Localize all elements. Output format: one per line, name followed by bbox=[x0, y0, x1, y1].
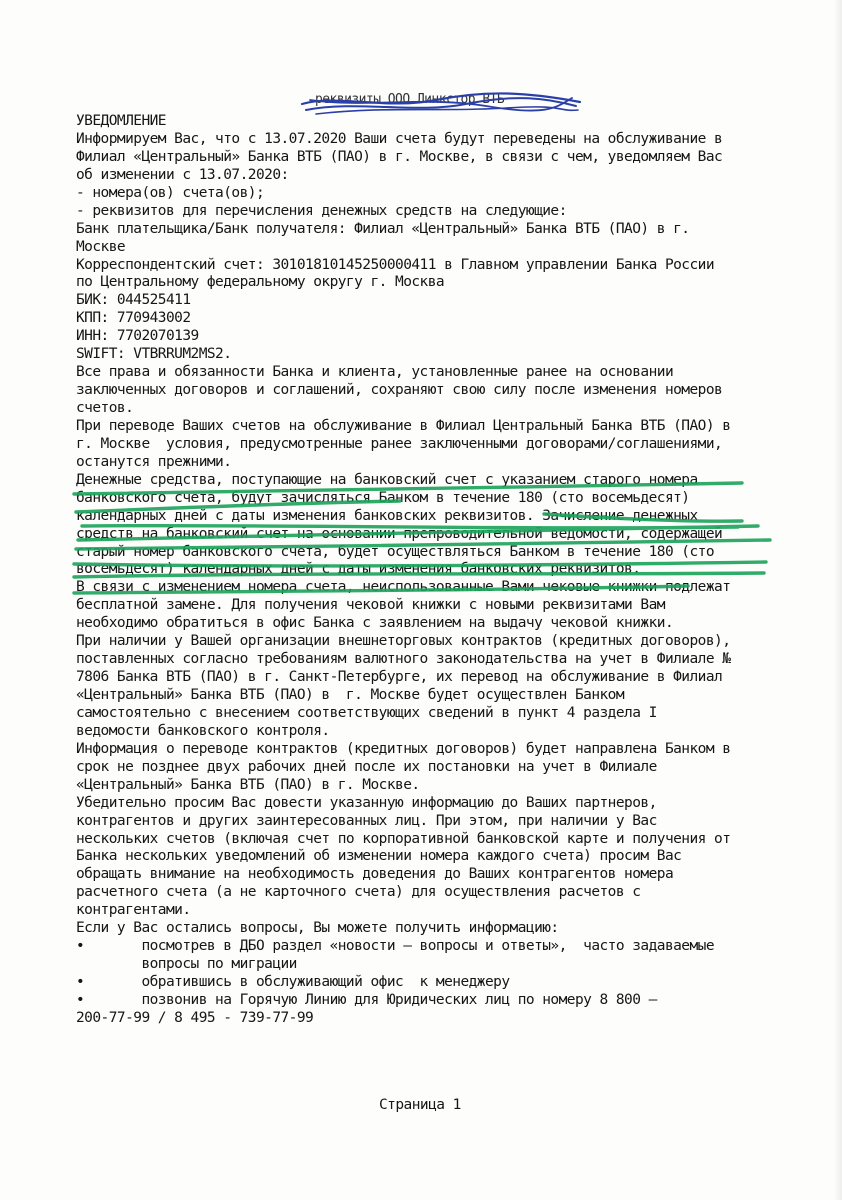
highlighted-line: календарных дней с даты изменения банковских реквизитов. Зачисление денежных bbox=[76, 507, 698, 524]
text-line: об изменении с 13.07.2020: bbox=[76, 166, 289, 183]
text-line: необходимо обратиться в офис Банка с заявлением на выдачу чековой книжки. bbox=[76, 615, 674, 632]
inn-line: ИНН: 7702070139 bbox=[76, 328, 199, 345]
bullet-item: • обратившись в обслуживающий офис к менеджеру bbox=[76, 974, 510, 990]
text-line: 7806 Банка ВТБ (ПАО) в г. Санкт-Петербурге, их перевод на обслуживание в Филиал bbox=[76, 669, 723, 686]
bullet-item: • посмотрев в ДБО раздел «новости – вопросы и ответы», часто задаваемые bbox=[76, 938, 715, 955]
text-line: г. Москве условия, предусмотренные ранее заключенными договорами/соглашениями, bbox=[76, 435, 723, 452]
text-line: срок не позднее двух рабочих дней после их постановки на учет в Филиале bbox=[76, 758, 657, 775]
text-line: поставленных согласно требованиям валютного законодательства на учет в Филиале № bbox=[76, 651, 731, 668]
notice-title: УВЕДОМЛЕНИЕ bbox=[76, 113, 166, 129]
bullet-item-continuation: вопросы по миграции bbox=[76, 956, 297, 973]
scan-edge bbox=[834, 0, 842, 1200]
text-line: - реквизитов для перечисления денежных средств на следующие: bbox=[76, 202, 567, 219]
text-line: нескольких счетов (включая счет по корпоративной банковской карте и получения от bbox=[76, 830, 731, 847]
text-line: контрагентов и других заинтересованных лиц. При этом, при наличии у Вас bbox=[76, 812, 657, 829]
text-line: по Центральному федеральному округу г. Москва bbox=[76, 274, 445, 291]
text-line: останутся прежними. bbox=[76, 453, 232, 470]
text-line: «Центральный» Банка ВТБ (ПАО) в г. Москве. bbox=[76, 776, 420, 793]
highlighted-line: банковского счета, будут зачисляться Банком в течение 180 (сто восемьдесят) bbox=[76, 489, 690, 506]
text-line: контрагентами. bbox=[76, 902, 191, 919]
text-line: Убедительно просим Вас довести указанную информацию до Ваших партнеров, bbox=[76, 794, 657, 811]
text-line: В связи с изменением номера счета, неиспользованные Вами чековые книжки подлежат bbox=[76, 579, 731, 596]
text-line: бесплатной замене. Для получения чековой книжки с новыми реквизитами Вам bbox=[76, 597, 665, 614]
text-line: Все права и обязанности Банка и клиента, установленные ранее на основании bbox=[76, 364, 674, 381]
text-line: Информация о переводе контрактов (кредитных договоров) будет направлена Банком в bbox=[76, 740, 731, 757]
text-line: расчетного счета (а не карточного счета) для осуществления расчетов с bbox=[76, 884, 641, 901]
highlighted-line: средств на банковский счет на основании препроводительной ведомости, содержащей bbox=[76, 525, 723, 542]
text-line: - номера(ов) счета(ов); bbox=[76, 184, 265, 201]
text-line: счетов. bbox=[76, 400, 134, 416]
text-line: самостоятельно с внесением соответствующих сведений в пункт 4 раздела I bbox=[76, 704, 657, 721]
text-line: При переводе Ваших счетов на обслуживание в Филиал Центральный Банка ВТБ (ПАО) в bbox=[76, 417, 731, 434]
text-line: «Центральный» Банка ВТБ (ПАО) в г. Москве будет осуществлен Банком bbox=[76, 687, 625, 703]
text-line: При наличии у Вашей организации внешнеторговых контрактов (кредитных договоров), bbox=[76, 633, 731, 650]
text-line: обращать внимание на необходимость доведения до Ваших контрагентов номера bbox=[76, 866, 674, 883]
text-line: Банка нескольких уведомлений об изменении номера каждого счета) просим Вас bbox=[76, 848, 682, 865]
highlighted-line: Денежные средства, поступающие на банковский счет с указанием старого номера bbox=[76, 471, 698, 488]
text-line: ведомости банковского контроля. bbox=[76, 722, 330, 739]
text-line: Корреспондентский счет: 30101810145250000411 в Главном управлении Банка России bbox=[76, 256, 715, 273]
bullet-item: • позвонив на Горячую Линию для Юридических лиц по номеру 8 800 – bbox=[76, 991, 657, 1008]
text-line: Если у Вас остались вопросы, Вы можете получить информацию: bbox=[76, 920, 559, 937]
swift-line: SWIFT: VTBRRUM2MS2. bbox=[76, 346, 232, 363]
notice-body bbox=[76, 113, 786, 1028]
struck-header: реквизиты ООО Линкстор ВТБ bbox=[315, 92, 505, 107]
highlighted-line: старый номер банковского счета, будет осуществляться Банком в течение 180 (сто bbox=[76, 543, 715, 560]
text-line: Банк плательщика/Банк получателя: Филиал «Центральный» Банка ВТБ (ПАО) в г. bbox=[76, 220, 690, 237]
phone-line: 200-77-99 / 8 495 - 739-77-99 bbox=[76, 1009, 314, 1026]
bik-line: БИК: 044525411 bbox=[76, 292, 191, 309]
text-line: Филиал «Центральный» Банка ВТБ (ПАО) в г. Москве, в связи с чем, уведомляем Вас bbox=[76, 148, 723, 165]
highlighted-line: восемьдесят) календарных дней с даты изменения банковских реквизитов. bbox=[76, 561, 641, 578]
kpp-line: КПП: 770943002 bbox=[76, 310, 191, 327]
text-line: Информируем Вас, что с 13.07.2020 Ваши счета будут переведены на обслуживание в bbox=[76, 130, 723, 147]
text-line: заключенных договоров и соглашений, сохраняют свою силу после изменения номеров bbox=[76, 382, 723, 399]
page-number: Страница 1 bbox=[379, 1097, 461, 1113]
text-line: Москве bbox=[76, 238, 126, 255]
